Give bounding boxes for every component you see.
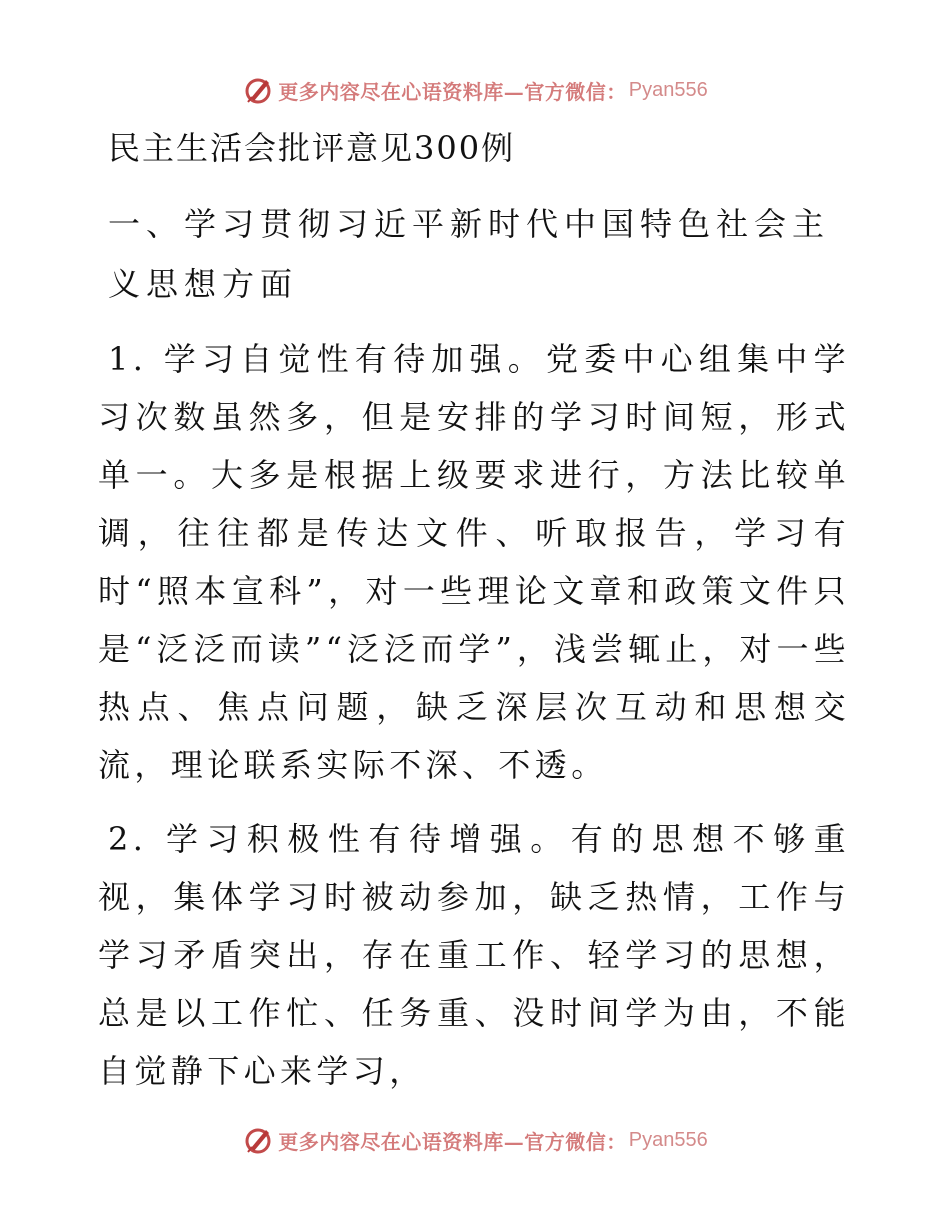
header-watermark — [0, 70, 950, 110]
list-item: 2. 学习积极性有待增强。有的思想不够重视，集体学习时被动参加，缺乏热情，工作与学习矛盾突出，存在重工作、轻学习的思想，总是以工作忙、任务重、没时间学为由，不能自觉静下心来学习， — [98, 820, 850, 1090]
feather-pen-logo-icon — [242, 74, 274, 106]
section-heading: 一、学习贯彻习近平新时代中国特色社会主义思想方面 — [108, 205, 831, 303]
list-item: 1. 学习自觉性有待加强。党委中心组集中学习次数虽然多，但是安排的学习时间短，形式单一。大多是根据上级要求进行，方法比较单调，往往都是传达文件、听取报告，学习有时“照本宣科”，对一些理论文章和政策文件只是“泛泛而读”“泛泛而学”，浅尝辄止，对一些热点、焦点问题，缺乏深层次互动和思想交流，理论联系实际不深、不透。 — [98, 340, 850, 784]
watermark-account: Pyan556 — [628, 78, 708, 101]
document-title: 民主生活会批评意见300例 — [108, 129, 516, 167]
watermark-text: 更多内容尽在心语资料库—官方微信： — [278, 1129, 627, 1154]
watermark-account: Pyan556 — [628, 1128, 708, 1151]
document-body — [98, 120, 850, 1100]
footer-watermark — [0, 1120, 950, 1160]
feather-pen-logo-icon — [242, 1124, 274, 1156]
watermark-text: 更多内容尽在心语资料库—官方微信： — [278, 79, 627, 104]
